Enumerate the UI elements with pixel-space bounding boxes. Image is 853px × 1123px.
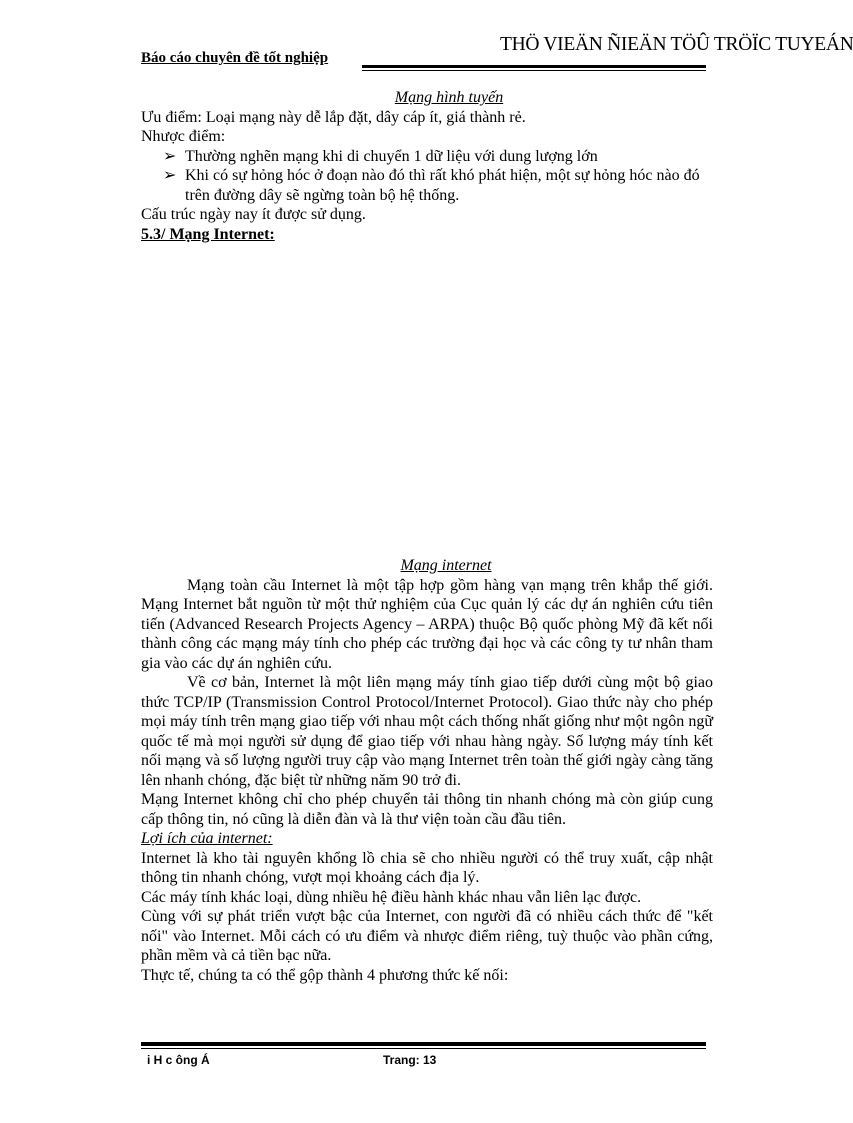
paragraph: Về cơ bản, Internet là một liên mạng máy tính giao tiếp dưới cùng một bộ giao thức TCP/IP (Transmission Control Protocol/Internet Protocol). Giao thức này cho phép mọi máy tính trên mạng giao tiếp với nhau một cách thống nhất giống như một ngôn ngữ quốc tế mà mọi người sử dụng để giao tiếp với nhau hàng ngày. Số lượng máy tính kết nối mạng và số lượng người truy cập vào mạng Internet trên toàn thế giới ngày càng tăng lên nhanh chóng, đặc biệt từ những năm 90 trở đi. xyxy=(141,674,713,789)
page-content xyxy=(141,88,713,985)
benefit-line: Internet là kho tài nguyên khổng lồ chia sẽ cho nhiều người có thể truy xuất, cập nhật thông tin nhanh chóng, vượt mọi khoảng cách địa lý. xyxy=(141,849,713,886)
figure-caption-internet: Mạng internet xyxy=(400,557,492,574)
paragraph: Mạng Internet không chỉ cho phép chuyển tải thông tin nhanh chóng mà còn giúp cung cấp thông tin, nó cũng là diễn đàn và là thư viện toàn cầu đầu tiên. xyxy=(141,791,713,828)
bullet-text: Thường nghẽn mạng khi di chuyển 1 dữ liệu với dung lượng lớn xyxy=(185,147,598,165)
benefit-line: Thực tế, chúng ta có thể gộp thành 4 phương thức kế nối: xyxy=(141,966,509,984)
figure-caption-bus-topology: Mạng hình tuyến xyxy=(394,89,504,106)
advantage-line: Ưu điểm: Loại mạng này dễ lắp đặt, dây cáp ít, giá thành rẻ. xyxy=(141,108,526,126)
arrow-bullet-icon: ➢ xyxy=(163,167,177,184)
benefits-label: Lợi ích của internet: xyxy=(141,830,273,847)
structure-note: Cấu trúc ngày nay ít được sử dụng. xyxy=(141,206,366,223)
bullet-text: Khi có sự hỏng hóc ở đoạn nào đó thì rất khó phát hiện, một sự hỏng hóc nào đó trên đường dây sẽ ngừng toàn bộ hệ thống. xyxy=(185,167,700,204)
footer-rule-thick xyxy=(141,1042,706,1046)
bullet-item xyxy=(141,166,713,205)
section-heading-internet: 5.3/ Mạng Internet: xyxy=(141,225,275,243)
page-number: Trang: 13 xyxy=(383,1053,437,1067)
figure-placeholder xyxy=(141,244,713,556)
library-title: THÖ VIEÄN ÑIEÄN TÖÛ TRÖÏC TUYEÁN xyxy=(500,34,853,55)
header-rule-thick xyxy=(362,65,706,68)
report-title: Báo cáo chuyên đề tốt nghiệp xyxy=(141,50,329,66)
disadvantage-label: Nhược điểm: xyxy=(141,128,226,145)
header-rule-thin xyxy=(362,70,706,71)
bullet-item xyxy=(141,147,713,167)
benefit-line: Cùng với sự phát triển vượt bậc của Internet, con người đã có nhiều cách thức để "kết nối" vào Internet. Mỗi cách có ưu điểm và nhược điểm riêng, tuỳ thuộc vào phần cứng, phần mềm và cả tiền bạc nữa. xyxy=(141,908,713,964)
footer-rule-thin xyxy=(141,1048,706,1049)
footer-university: i H c ông Á xyxy=(147,1053,210,1067)
paragraph: Mạng toàn cầu Internet là một tập hợp gồm hàng vạn mạng trên khắp thế giới. Mạng Internet bắt nguồn từ một thử nghiệm của Cục quản lý các dự án nghiên cứu tiên tiến (Advanced Research Projects Agency – ARPA) thuộc Bộ quốc phòng Mỹ đã kết nối thành công các mạng máy tính cho phép các trường đại học và các công ty tư nhân tham gia vào các dự án nghiên cứu. xyxy=(141,576,713,672)
arrow-bullet-icon: ➢ xyxy=(163,147,177,165)
benefit-line: Các máy tính khác loại, dùng nhiều hệ điều hành khác nhau vẫn liên lạc được. xyxy=(141,888,642,906)
